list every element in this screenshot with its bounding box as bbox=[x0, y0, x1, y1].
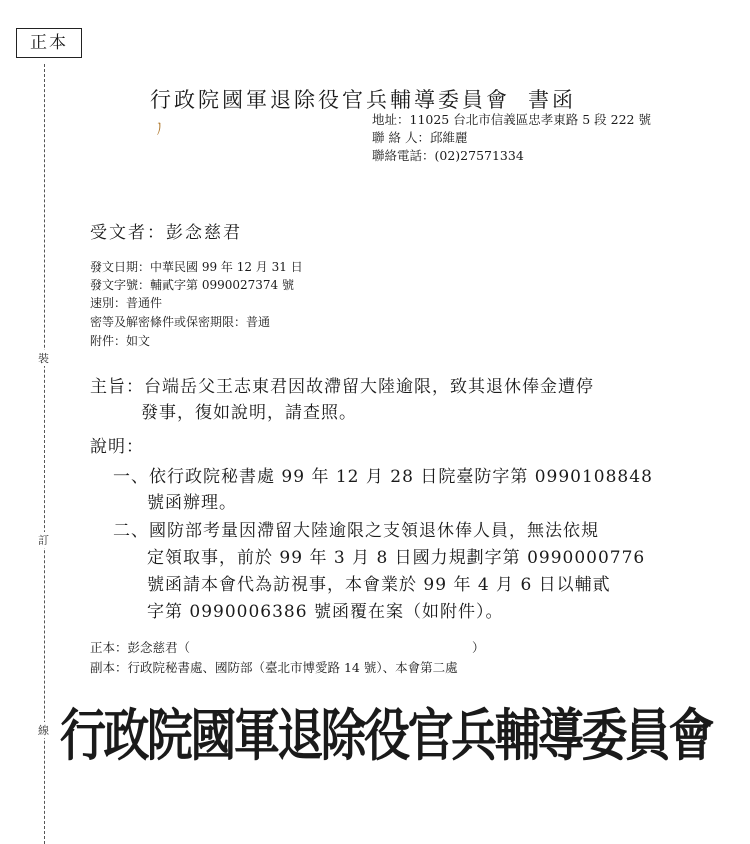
issue-date: 發文日期：中華民國 99 年 12 月 31 日 bbox=[90, 260, 303, 274]
explanation-item-1: 一、依行政院秘書處 99 年 12 月 28 日院臺防字第 0990108848 bbox=[113, 467, 653, 487]
phone: 聯絡電話：(02)27571334 bbox=[372, 148, 524, 163]
original-copy-stamp: 正本 bbox=[16, 28, 82, 58]
binding-char-1: 裝 bbox=[38, 352, 49, 365]
pen-mark: ノ bbox=[149, 118, 170, 140]
contact-person: 聯 絡 人：邱維麗 bbox=[372, 130, 468, 145]
attachment: 附件：如文 bbox=[90, 334, 151, 348]
binding-char-3: 線 bbox=[38, 724, 49, 737]
document-number: 發文字號：輔貳字第 0990027374 號 bbox=[90, 278, 294, 292]
agency-seal: 行政院國軍退除役官兵輔導委員會 bbox=[60, 703, 712, 769]
org-name: 行政院國軍退除役官兵輔導委員會 bbox=[150, 88, 510, 112]
explanation-item-2: 二、國防部考量因滯留大陸逾限之支領退休俸人員，無法依規 bbox=[113, 521, 599, 541]
explanation-label: 說明： bbox=[90, 437, 144, 457]
explanation-item-1-cont: 號函辦理。 bbox=[147, 493, 237, 513]
explanation-item-2-cont-1: 定領取事，前於 99 年 3 月 8 日國力規劃字第 0990000776 bbox=[147, 548, 646, 568]
secrecy-level: 密等及解密條件或保密期限：普通 bbox=[90, 315, 271, 329]
recipient: 受文者：彭念慈君 bbox=[90, 223, 242, 243]
explanation-item-2-cont-3: 字第 0990006386 號函覆在案（如附件）。 bbox=[147, 602, 504, 622]
copy-recipients: 副本：行政院秘書處、國防部（臺北市博愛路 14 號）、本會第二處 bbox=[90, 660, 458, 675]
address: 地址：11025 台北市信義區忠孝東路 5 段 222 號 bbox=[372, 112, 651, 127]
subject-label: 主旨： bbox=[90, 377, 144, 397]
explanation-item-2-cont-2: 號函請本會代為訪視事，本會業於 99 年 4 月 6 日以輔貳 bbox=[147, 575, 611, 595]
doc-type: 書函 bbox=[528, 88, 576, 112]
binding-char-2: 訂 bbox=[38, 534, 49, 547]
delivery-speed: 速別：普通件 bbox=[90, 296, 163, 310]
original-recipient: 正本：彭念慈君（ ） bbox=[90, 640, 485, 655]
subject-line-2: 發事，復如說明，請查照。 bbox=[141, 403, 357, 423]
subject-line-1: 主旨：台端岳父王志東君因故滯留大陸逾限，致其退休俸金遭停 bbox=[90, 377, 594, 397]
